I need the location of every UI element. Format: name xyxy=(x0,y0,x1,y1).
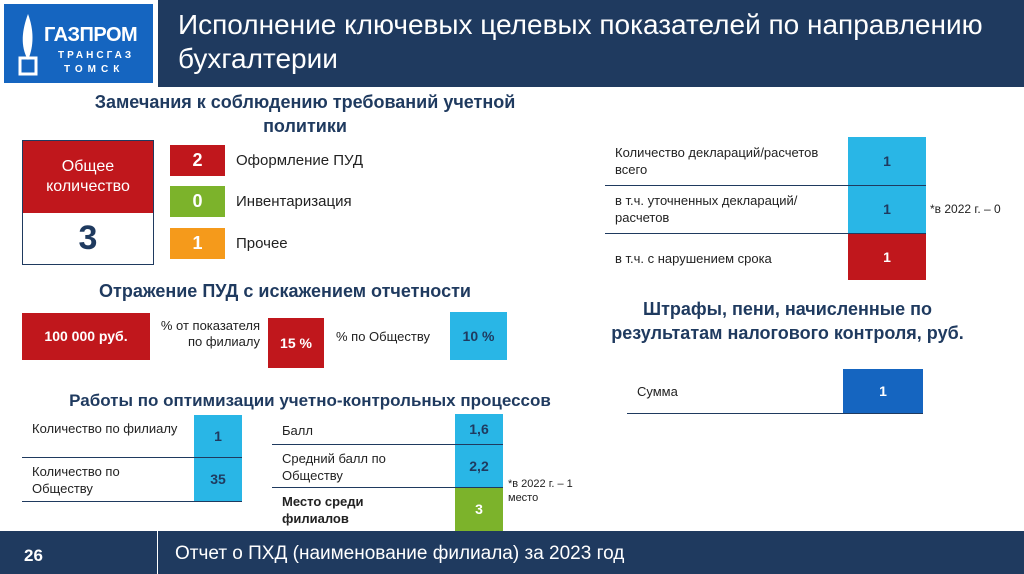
page-number: 26 xyxy=(24,546,43,565)
opt-right-value-2: 3 xyxy=(455,488,503,531)
decl-label-1: в т.ч. уточненных деклараций/расчетов xyxy=(615,193,798,225)
distortion-title: Отражение ПУД с искажением отчетности xyxy=(99,281,471,301)
logo-brand: ГАЗПРОМ xyxy=(44,24,138,46)
opt-right-label-1: Средний балл по Обществу xyxy=(282,451,386,483)
decl-value-1: 1 xyxy=(848,186,926,233)
distortion-company-label: % по Обществу xyxy=(336,329,430,344)
decl-value-0: 1 xyxy=(848,137,926,185)
fines-value: 1 xyxy=(843,369,923,413)
opt-left-label-0: Количество по филиалу xyxy=(32,421,178,436)
decl-note: *в 2022 г. – 0 xyxy=(930,202,1001,216)
decl-value-2: 1 xyxy=(848,234,926,280)
page-title: Исполнение ключевых целевых показателей по направлению бухгалтерии xyxy=(178,9,983,74)
divider xyxy=(627,413,923,414)
logo-sub2: ТОМСК xyxy=(64,64,125,75)
opt-left-value-1: 35 xyxy=(194,458,242,501)
opt-right-label-0: Балл xyxy=(282,423,313,438)
distortion-branch-value: 15 % xyxy=(268,318,324,368)
remark-label-pud: Оформление ПУД xyxy=(236,152,364,169)
total-label: Общее количество xyxy=(23,141,153,213)
remark-label-inventory: Инвентаризация xyxy=(236,193,352,210)
total-value: 3 xyxy=(78,219,98,257)
logo-area xyxy=(0,0,157,87)
distortion-company-value: 10 % xyxy=(450,312,507,360)
remark-label-other: Прочее xyxy=(236,235,288,252)
decl-label-0: Количество деклараций/расчетов всего xyxy=(615,145,819,177)
decl-label-2: в т.ч. с нарушением срока xyxy=(615,251,772,266)
total-card xyxy=(22,140,154,265)
opt-left-label-1: Количество по Обществу xyxy=(32,464,120,496)
optimization-title: Работы по оптимизации учетно-контрольных процессов xyxy=(69,391,551,410)
remarks-title: Замечания к соблюдению требований учетной политики xyxy=(94,92,516,136)
opt-right-label-2: Место среди филиалов xyxy=(282,494,364,526)
distortion-amount: 100 000 руб. xyxy=(22,313,150,360)
distortion-branch-label: % от показателя по филиалу xyxy=(160,318,260,349)
remark-value-inventory: 0 xyxy=(170,186,225,217)
remark-value-pud: 2 xyxy=(170,145,225,176)
fines-label: Сумма xyxy=(637,384,678,399)
logo-sub1: ТРАНСГАЗ xyxy=(58,50,135,61)
opt-right-value-0: 1,6 xyxy=(455,414,503,444)
opt-right-value-1: 2,2 xyxy=(455,445,503,487)
opt-left-value-0: 1 xyxy=(194,415,242,457)
divider xyxy=(22,501,242,502)
remark-value-other: 1 xyxy=(170,228,225,259)
opt-note: *в 2022 г. – 1 место xyxy=(508,478,573,504)
fines-title: Штрафы, пени, начисленные по результатам налогового контроля, руб. xyxy=(611,299,964,343)
footer-text: Отчет о ПХД (наименование филиала) за 2023 год xyxy=(175,543,625,564)
